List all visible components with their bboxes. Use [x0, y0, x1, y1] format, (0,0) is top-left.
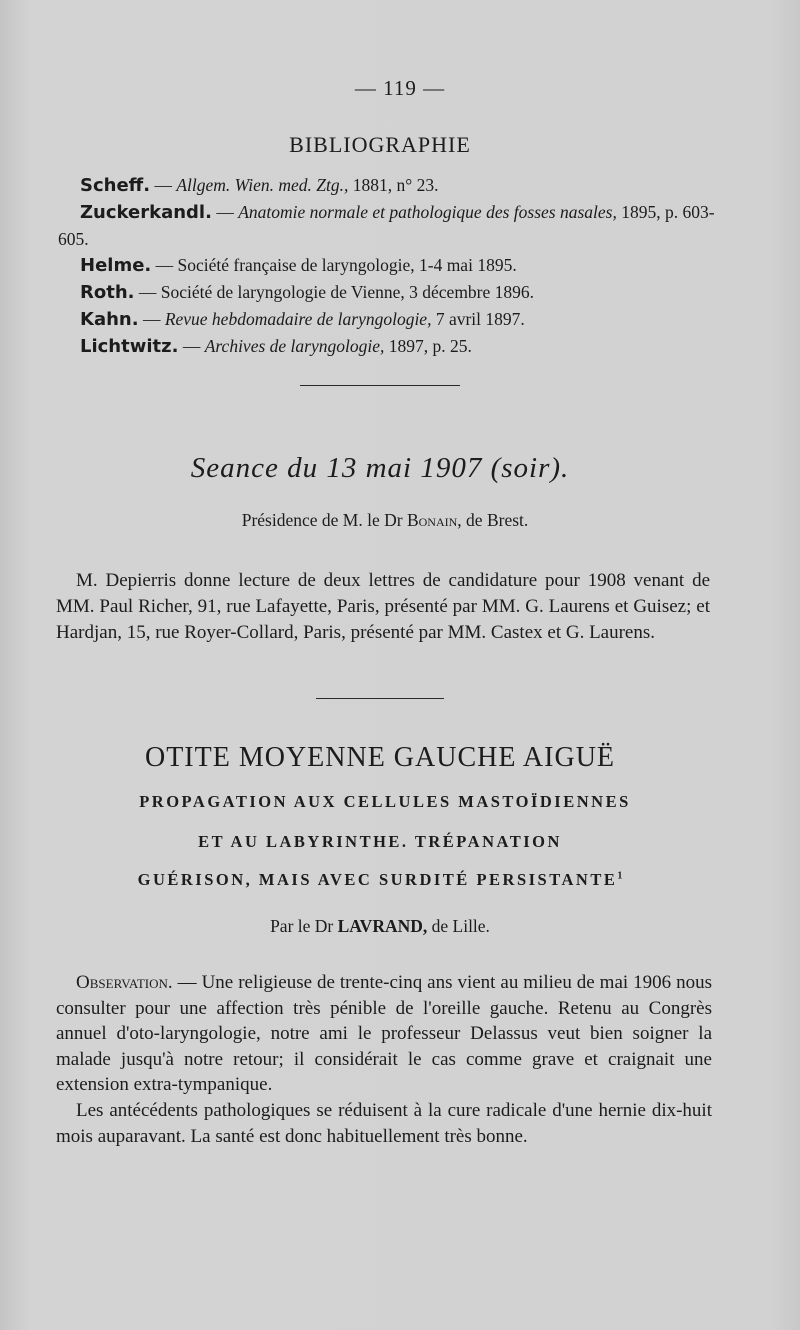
observation-text: — Une religieuse de trente-cinq ans vient au milieu de mai 1906 nous consulter pour une affection très pénible de l'oreille gauche. Retenu au Congrès annuel d'oto-laryngologie, notre ami le professeur Delassus veut bien soigner la malade jusqu'à notre retour; il considérait le cas comme grave et craignait une extension extra-tympanique. — [56, 972, 712, 1096]
entry-separator: — — [211, 202, 239, 222]
entry-details: Société française de laryngologie, 1-4 mai 1895. — [177, 255, 517, 275]
entry-details: 1881, n° 23. — [348, 175, 439, 195]
observation-label: Observation. — [76, 972, 173, 993]
entry-author: Roth. — [80, 282, 135, 303]
seance-paragraph-block — [56, 568, 710, 646]
bibliography-list — [58, 172, 718, 360]
article-title: OTITE MOYENNE GAUCHE AIGUË — [144, 742, 616, 773]
article-subtitle-3: GUÉRISON, MAIS AVEC SURDITÉ PERSISTANTE — [137, 870, 618, 889]
entry-reference: Archives de laryngologie, — [204, 336, 385, 356]
article-subtitle-3-line — [0, 870, 760, 890]
entry-separator: — — [151, 255, 178, 275]
byline-suffix: de Lille. — [427, 916, 490, 936]
presidence-prefix: Présidence de M. le Dr — [241, 510, 407, 530]
antecedents-paragraph: Les antécédents pathologiques se réduisent à la cure radicale d'une hernie dix-huit mois auparavant. La santé est donc habituellement très bonne. — [56, 1099, 712, 1147]
entry-author: Helme. — [80, 255, 152, 276]
bibliography-title: BIBLIOGRAPHIE — [289, 132, 471, 157]
bibliography-entry — [58, 333, 718, 360]
entry-separator: — — [138, 309, 165, 329]
entry-separator: — — [178, 336, 205, 356]
bibliography-entry — [58, 252, 718, 279]
bibliography-entry — [58, 279, 718, 306]
entry-author: Kahn. — [80, 309, 139, 330]
article-body — [56, 970, 712, 1149]
president-name: Bonain — [406, 510, 458, 530]
presidence-line — [0, 510, 770, 531]
seance-paragraph: M. Depierris donne lecture de deux lettres de candidature pour 1908 venant de MM. Paul Richer, 91, rue Lafayette, Paris, présenté par MM. G. Laurens et Guisez; et Hardjan, 15, rue Royer-Collard, Paris, présenté par MM. Castex et G. Laurens. — [56, 570, 710, 643]
entry-reference: Allgem. Wien. med. Ztg., — [176, 175, 349, 195]
bibliography-entry — [58, 172, 718, 199]
entry-separator: — — [134, 282, 161, 302]
byline-prefix: Par le Dr — [270, 916, 338, 936]
section-divider — [316, 698, 444, 699]
article-subtitle-2: ET AU LABYRINTHE. TRÉPANATION — [198, 832, 562, 851]
entry-author: Zuckerkandl. — [80, 202, 212, 223]
article-byline — [0, 916, 760, 937]
entry-author: Scheff. — [80, 175, 151, 196]
bibliography-entry — [58, 199, 718, 252]
observation-paragraph — [56, 970, 712, 1098]
bibliography-entry — [58, 306, 718, 333]
byline-author: LAVRAND, — [337, 916, 428, 936]
entry-details: 7 avril 1897. — [431, 309, 525, 329]
presidence-suffix: , de Brest. — [457, 510, 529, 530]
article-subtitle-1: PROPAGATION AUX CELLULES MASTOÏDIENNES — [139, 792, 631, 811]
footnote-marker: 1 — [617, 870, 623, 882]
page-number: — 119 — — [354, 76, 446, 100]
entry-reference: Anatomie normale et pathologique des fosses nasales, — [238, 202, 617, 222]
entry-separator: — — [150, 175, 177, 195]
entry-details: Société de laryngologie de Vienne, 3 décembre 1896. — [160, 282, 535, 302]
seance-title: Seance du 13 mai 1907 (soir). — [190, 452, 570, 484]
section-divider — [300, 385, 460, 386]
entry-author: Lichtwitz. — [80, 336, 179, 357]
entry-details: 1897, p. 25. — [384, 336, 472, 356]
entry-details: 1895, p. 603-605. — [58, 202, 715, 249]
entry-reference: Revue hebdomadaire de laryngologie, — [164, 309, 432, 329]
